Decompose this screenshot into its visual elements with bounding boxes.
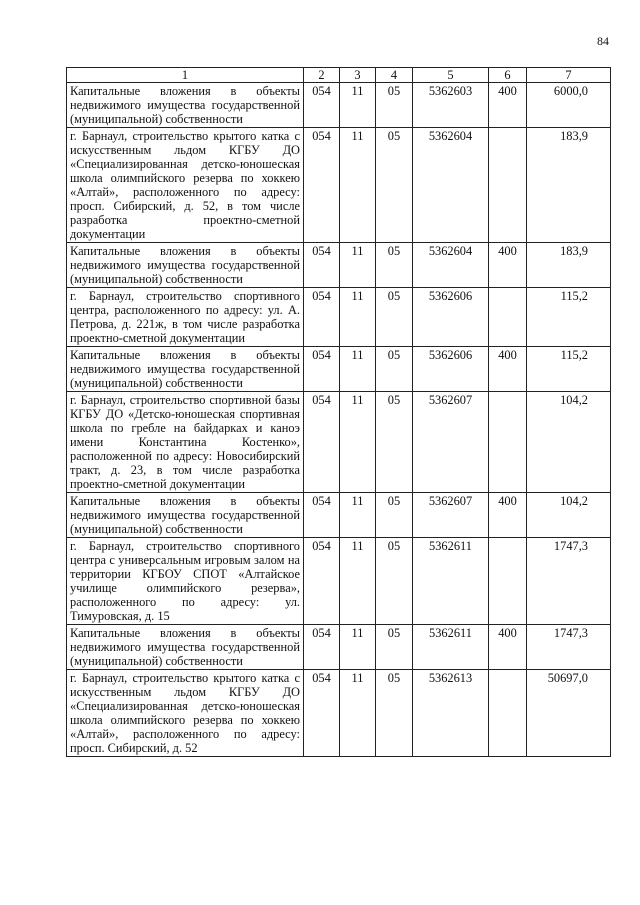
table-row [67, 83, 611, 128]
expense-type-code [489, 670, 527, 757]
table-row [67, 538, 611, 625]
amount: 1747,3 [527, 625, 611, 670]
table-row [67, 347, 611, 392]
row-description: г. Барнаул, строительство спортивной базы КГБУ ДО «Детско-юношеская спортивная школа по гребле на байдарках и каноэ имени Константина Костенко», расположенной по адресу: Новосибирский тракт, д. 23, в том числе разработка проектно-сметной документации [67, 392, 304, 493]
target-article-code: 5362604 [413, 243, 489, 288]
column-header: 7 [527, 68, 611, 83]
amount: 115,2 [527, 288, 611, 347]
ministry-code: 054 [304, 493, 340, 538]
column-header: 4 [376, 68, 413, 83]
amount: 50697,0 [527, 670, 611, 757]
budget-table [66, 67, 611, 757]
amount: 6000,0 [527, 83, 611, 128]
ministry-code: 054 [304, 538, 340, 625]
row-description: Капитальные вложения в объекты недвижимого имущества государственной (муниципальной) собственности [67, 243, 304, 288]
row-description: Капитальные вложения в объекты недвижимого имущества государственной (муниципальной) собственности [67, 347, 304, 392]
subsection-code: 05 [376, 625, 413, 670]
ministry-code: 054 [304, 670, 340, 757]
row-description: г. Барнаул, строительство спортивного центра, расположенного по адресу: ул. А. Петрова, д. 221ж, в том числе разработка проектно-сметной документации [67, 288, 304, 347]
amount: 115,2 [527, 347, 611, 392]
table-row [67, 625, 611, 670]
table-row [67, 670, 611, 757]
ministry-code: 054 [304, 288, 340, 347]
section-code: 11 [340, 493, 376, 538]
expense-type-code [489, 288, 527, 347]
expense-type-code: 400 [489, 243, 527, 288]
target-article-code: 5362611 [413, 625, 489, 670]
target-article-code: 5362603 [413, 83, 489, 128]
target-article-code: 5362606 [413, 347, 489, 392]
row-description: Капитальные вложения в объекты недвижимого имущества государственной (муниципальной) собственности [67, 83, 304, 128]
expense-type-code: 400 [489, 83, 527, 128]
expense-type-code [489, 128, 527, 243]
table-row [67, 128, 611, 243]
target-article-code: 5362607 [413, 392, 489, 493]
section-code: 11 [340, 392, 376, 493]
amount: 183,9 [527, 243, 611, 288]
subsection-code: 05 [376, 493, 413, 538]
table-header-row [67, 68, 611, 83]
section-code: 11 [340, 243, 376, 288]
subsection-code: 05 [376, 288, 413, 347]
row-description: г. Барнаул, строительство спортивного центра с универсальным игровым залом на территории КГБОУ СПОТ «Алтайское училище олимпийского резерва», расположенного по адресу: ул. Тимуровская, д. 15 [67, 538, 304, 625]
expense-type-code: 400 [489, 493, 527, 538]
target-article-code: 5362607 [413, 493, 489, 538]
section-code: 11 [340, 347, 376, 392]
row-description: г. Барнаул, строительство крытого катка с искусственным льдом КГБУ ДО «Специализированная детско-юношеская школа олимпийского резерва по хоккею «Алтай», расположенного по адресу: просп. Сибирский, д. 52, в том числе разработка проектно-сметной документации [67, 128, 304, 243]
subsection-code: 05 [376, 392, 413, 493]
section-code: 11 [340, 625, 376, 670]
amount: 104,2 [527, 493, 611, 538]
ministry-code: 054 [304, 392, 340, 493]
ministry-code: 054 [304, 83, 340, 128]
section-code: 11 [340, 538, 376, 625]
subsection-code: 05 [376, 670, 413, 757]
target-article-code: 5362613 [413, 670, 489, 757]
expense-type-code [489, 538, 527, 625]
ministry-code: 054 [304, 243, 340, 288]
section-code: 11 [340, 128, 376, 243]
row-description: Капитальные вложения в объекты недвижимого имущества государственной (муниципальной) собственности [67, 493, 304, 538]
column-header: 6 [489, 68, 527, 83]
column-header: 5 [413, 68, 489, 83]
row-description: г. Барнаул, строительство крытого катка с искусственным льдом КГБУ ДО «Специализированная детско-юношеская школа олимпийского резерва по хоккею «Алтай», расположенного по адресу: просп. Сибирский, д. 52 [67, 670, 304, 757]
amount: 183,9 [527, 128, 611, 243]
page-number: 84 [597, 34, 609, 48]
table-row [67, 243, 611, 288]
expense-type-code [489, 392, 527, 493]
subsection-code: 05 [376, 128, 413, 243]
amount: 104,2 [527, 392, 611, 493]
target-article-code: 5362606 [413, 288, 489, 347]
column-header: 1 [67, 68, 304, 83]
ministry-code: 054 [304, 625, 340, 670]
expense-type-code: 400 [489, 625, 527, 670]
expense-type-code: 400 [489, 347, 527, 392]
row-description: Капитальные вложения в объекты недвижимого имущества государственной (муниципальной) собственности [67, 625, 304, 670]
table-row [67, 288, 611, 347]
column-header: 2 [304, 68, 340, 83]
table-row [67, 392, 611, 493]
subsection-code: 05 [376, 243, 413, 288]
ministry-code: 054 [304, 128, 340, 243]
ministry-code: 054 [304, 347, 340, 392]
section-code: 11 [340, 288, 376, 347]
subsection-code: 05 [376, 83, 413, 128]
section-code: 11 [340, 83, 376, 128]
subsection-code: 05 [376, 538, 413, 625]
table-row [67, 493, 611, 538]
target-article-code: 5362604 [413, 128, 489, 243]
target-article-code: 5362611 [413, 538, 489, 625]
subsection-code: 05 [376, 347, 413, 392]
column-header: 3 [340, 68, 376, 83]
amount: 1747,3 [527, 538, 611, 625]
section-code: 11 [340, 670, 376, 757]
